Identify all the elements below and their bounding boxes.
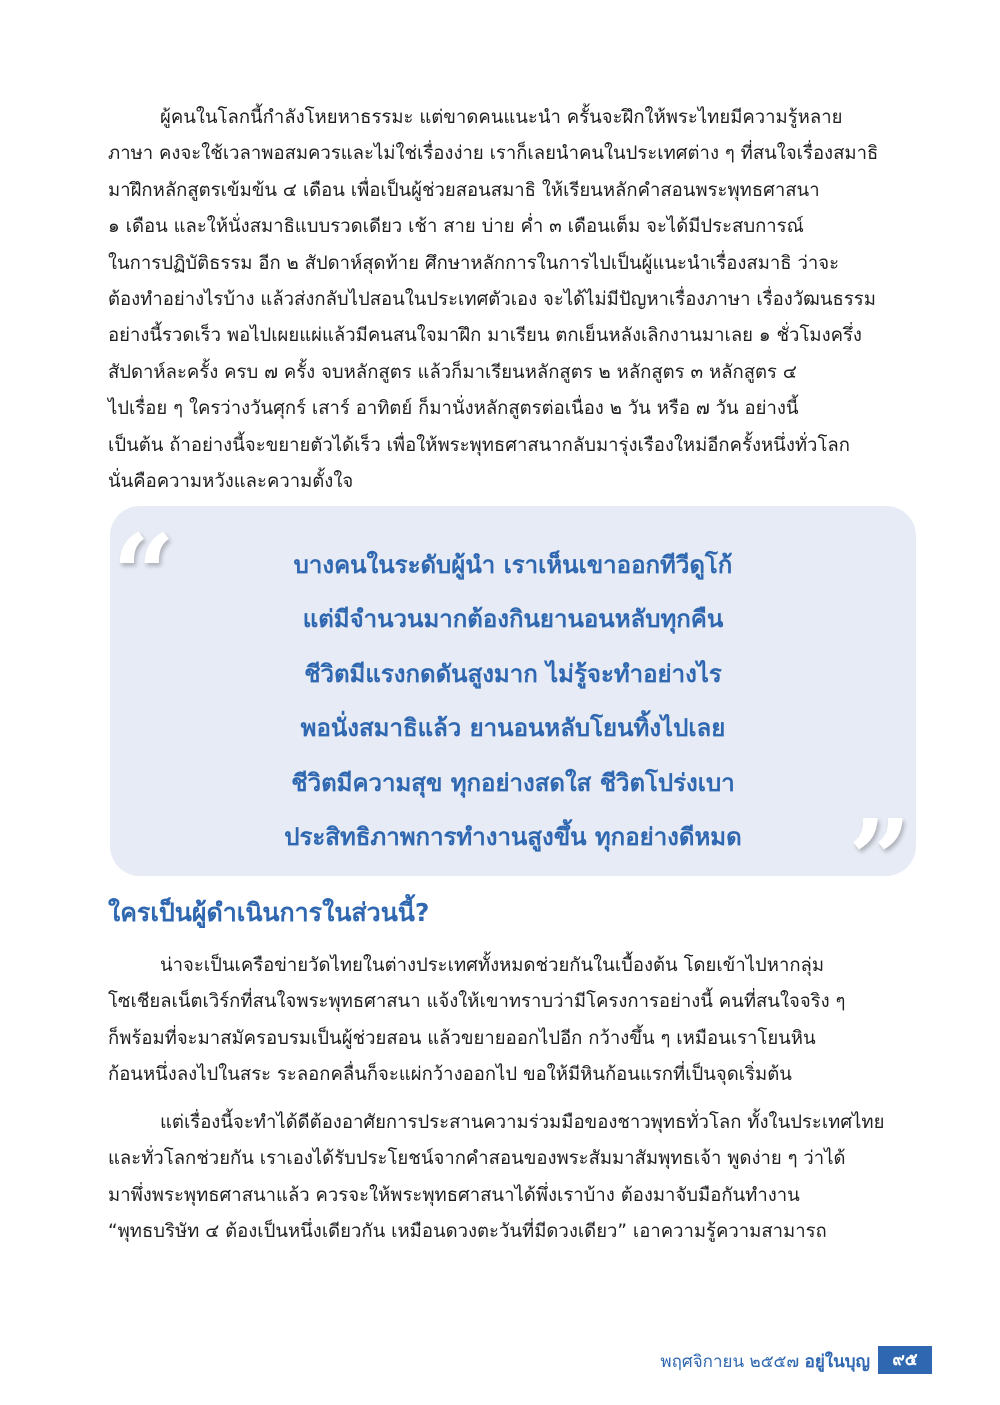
text-line: ไปเรื่อย ๆ ใครว่างวันศุกร์ เสาร์ อาทิตย์ ก็มานั่งหลักสูตรต่อเนื่อง ๒ วัน หรือ ๗ วัน อย่างนี้	[108, 398, 799, 420]
close-quote-icon: ”	[848, 795, 912, 924]
paragraph-intro	[108, 100, 918, 500]
text-line: ก้อนหนึ่งลงไปในสระ ระลอกคลื่นก็จะแผ่กว้างออกไป ขอให้มีหินก้อนแรกที่เป็นจุดเริ่มต้น	[108, 1064, 792, 1086]
text-line: สัปดาห์ละครั้ง ครบ ๗ ครั้ง จบหลักสูตร แล้วก็มาเรียนหลักสูตร ๒ หลักสูตร ๓ หลักสูตร ๔	[108, 361, 797, 383]
text-line: ๑ เดือน และให้นั่งสมาธิแบบรวดเดียว เช้า สาย บ่าย ค่ำ ๓ เดือนเต็ม จะได้มีประสบการณ์	[108, 216, 804, 238]
footer-issue-label	[660, 1348, 870, 1375]
text-line: ต้องทำอย่างไรบ้าง แล้วส่งกลับไปสอนในประเทศตัวเอง จะได้ไม่มีปัญหาเรื่องภาษา เรื่องวัฒนธรรม	[108, 289, 876, 311]
quote-line: แต่มีจำนวนมากต้องกินยานอนหลับทุกคืน	[302, 605, 724, 634]
text-line: ภาษา คงจะใช้เวลาพอสมควรและไม่ใช่เรื่องง่าย เราก็เลยนำคนในประเทศต่าง ๆ ที่สนใจเรื่องสมาธิ	[108, 143, 879, 165]
quote-line: ชีวิตมีความสุข ทุกอย่างสดใส ชีวิตโปร่งเบา	[291, 768, 735, 797]
text-line: โซเชียลเน็ตเวิร์กที่สนใจพระพุทธศาสนา แจ้งให้เขาทราบว่ามีโครงการอย่างนี้ คนที่สนใจจริง ๆ	[108, 991, 846, 1013]
text-line: “พุทธบริษัท ๔ ต้องเป็นหนึ่งเดียวกัน เหมือนดวงตะวันที่มีดวงเดียว” เอาความรู้ความสามารถ	[108, 1221, 827, 1243]
text-line: มาฝึกหลักสูตรเข้มข้น ๔ เดือน เพื่อเป็นผู้ช่วยสอนสมาธิ ให้เรียนหลักคำสอนพระพุทธศาสนา	[108, 179, 820, 201]
text-line: แต่เรื่องนี้จะทำได้ดีต้องอาศัยการประสานความร่วมมือของชาวพุทธทั่วโลก ทั้งในประเทศไทย	[160, 1112, 885, 1133]
open-quote-icon: “	[112, 510, 176, 639]
quote-line: ประสิทธิภาพการทำงานสูงขึ้น ทุกอย่างดีหมด	[284, 823, 742, 852]
text-line: ผู้คนในโลกนี้กำลังโหยหาธรรมะ แต่ขาดคนแนะนำ ครั้นจะฝึกให้พระไทยมีความรู้หลาย	[160, 107, 843, 128]
page-number-badge: ๙๕	[878, 1346, 932, 1374]
text-line: อย่างนี้รวดเร็ว พอไปเผยแผ่แล้วมีคนสนใจมาฝึก มาเรียน ตกเย็นหลังเลิกงานมาเลย ๑ ชั่วโมงครึ่ง	[108, 325, 862, 347]
section-heading: ใครเป็นผู้ดำเนินการในส่วนนี้?	[108, 898, 430, 927]
text-line: เป็นต้น ถ้าอย่างนี้จะขยายตัวได้เร็ว เพื่อให้พระพุทธศาสนากลับมารุ่งเรืองใหม่อีกครั้งหนึ่งทั่วโลก	[108, 434, 850, 456]
magazine-name: อยู่ในบุญ	[804, 1352, 870, 1372]
text-line: ในการปฏิบัติธรรม อีก ๒ สัปดาห์สุดท้าย ศึกษาหลักการในการไปเป็นผู้แนะนำเรื่องสมาธิ ว่าจะ	[108, 252, 840, 274]
quote-line: บางคนในระดับผู้นำ เราเห็นเขาออกทีวีดูโก้	[293, 551, 733, 579]
quote-line: พอนั่งสมาธิแล้ว ยานอนหลับโยนทิ้งไปเลย	[300, 714, 726, 743]
paragraph-cooperation	[108, 1105, 918, 1251]
pull-quote-text	[110, 538, 916, 864]
quote-line: ชีวิตมีแรงกดดันสูงมาก ไม่รู้จะทำอย่างไร	[304, 659, 722, 688]
page-footer	[640, 1346, 932, 1376]
text-line: มาพึ่งพระพุทธศาสนาแล้ว ควรจะให้พระพุทธศาสนาได้พึ่งเราบ้าง ต้องมาจับมือกันทำงาน	[108, 1184, 800, 1206]
text-line: และทั่วโลกช่วยกัน เราเองได้รับประโยชน์จากคำสอนของพระสัมมาสัมพุทธเจ้า พูดง่าย ๆ ว่าได้	[108, 1148, 846, 1170]
paragraph-network	[108, 948, 918, 1094]
text-line: นั่นคือความหวังและความตั้งใจ	[108, 471, 354, 493]
text-line: น่าจะเป็นเครือข่ายวัดไทยในต่างประเทศทั้งหมดช่วยกันในเบื้องต้น โดยเข้าไปหากลุ่ม	[160, 955, 825, 976]
text-line: ก็พร้อมที่จะมาสมัครอบรมเป็นผู้ช่วยสอน แล้วขยายออกไปอีก กว้างขึ้น ๆ เหมือนเราโยนหิน	[108, 1027, 816, 1049]
footer-issue: พฤศจิกายน ๒๕๕๗	[660, 1352, 800, 1372]
